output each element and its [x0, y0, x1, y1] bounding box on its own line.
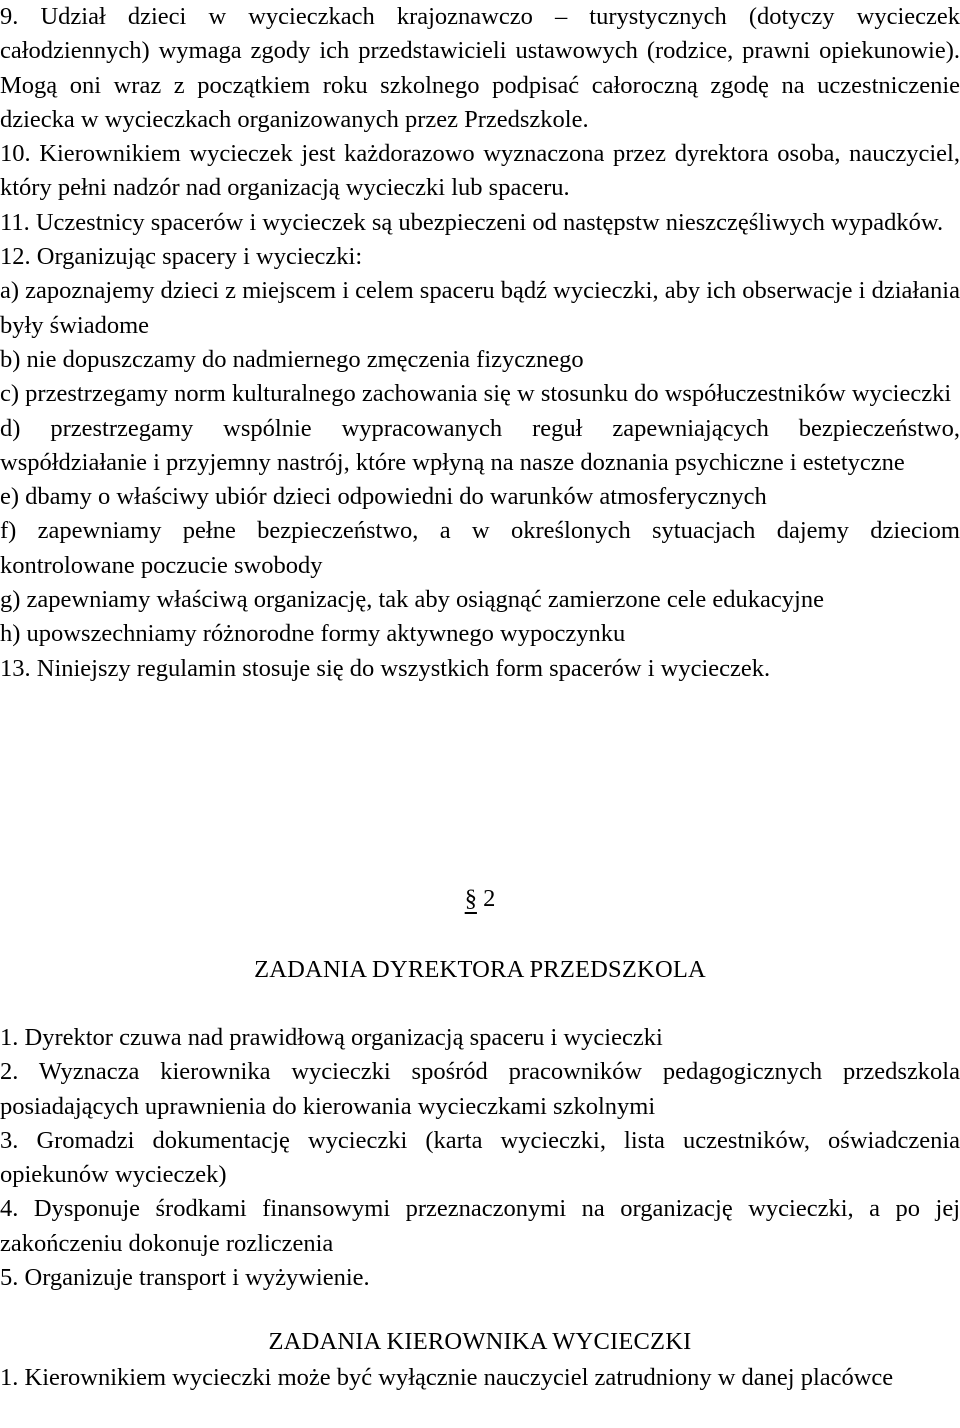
director-item-1: 1. Dyrektor czuwa nad prawidłową organizacją spaceru i wycieczki	[0, 1024, 663, 1051]
section-number: 2	[483, 885, 496, 912]
director-item-4: 4. Dysponuje środkami finansowymi przeznaczonymi na organizację wycieczki, a po jej zakończeniu dokonuje rozliczenia	[0, 1195, 960, 1257]
heading-leader: ZADANIA KIEROWNIKA WYCIECZKI	[268, 1328, 692, 1355]
clause-12-f: f) zapewniamy pełne bezpieczeństwo, a w określonych sytuacjach dajemy dzieciom kontrolowane poczucie swobody	[0, 517, 960, 579]
section-symbol: §	[464, 885, 477, 912]
clause-12-a: a) zapoznajemy dzieci z miejscem i celem spaceru bądź wycieczki, aby ich obserwacje i działania były świadome	[0, 277, 960, 339]
clause-12-b: b) nie dopuszczamy do nadmiernego zmęczenia fizycznego	[0, 345, 584, 373]
clause-9: 9. Udział dzieci w wycieczkach krajoznawczo – turystycznych (dotyczy wycieczek całodziennych) wymaga zgody ich przedstawicieli ustawowych (rodzice, prawni opiekunowie). Mogą oni wraz z początkiem roku szkolnego podpisać całoroczną zgodę na uczestniczenie dziecka w wycieczkach organizowanych przez Przedszkole.	[0, 3, 960, 133]
clause-12-e: e) dbamy o właściwy ubiór dzieci odpowiedni do warunków atmosferycznych	[0, 483, 767, 511]
director-item-3: 3. Gromadzi dokumentację wycieczki (karta wycieczki, lista uczestników, oświadczenia opiekunów wycieczek)	[0, 1126, 960, 1189]
director-section	[0, 953, 960, 987]
clauses-block	[0, 0, 960, 686]
clause-11: 11. Uczestnicy spacerów i wycieczek są ubezpieczeni od następstw nieszczęśliwych wypadków.	[0, 208, 944, 236]
clause-12-h: h) upowszechniamy różnorodne formy aktywnego wypoczynku	[0, 620, 626, 648]
clause-12-d: d) przestrzegamy wspólnie wypracowanych reguł zapewniających bezpieczeństwo, współdziałanie i przyjemny nastrój, które wpłyną na nasze doznania psychiczne i estetyczne	[0, 414, 960, 476]
heading-director: ZADANIA DYREKTORA PRZEDSZKOLA	[254, 956, 706, 983]
clause-12-g: g) zapewniamy właściwą organizację, tak aby osiągnąć zamierzone cele edukacyjne	[0, 586, 824, 614]
leader-item-1: 1. Kierownikiem wycieczki może być wyłącznie nauczyciel zatrudniony w danej placówce	[0, 1364, 894, 1391]
section-marker	[0, 882, 960, 916]
director-item-5: 5. Organizuje transport i wyżywienie.	[0, 1264, 370, 1292]
director-items	[0, 1021, 960, 1295]
director-item-2: 2. Wyznacza kierownika wycieczki spośród pracowników pedagogicznych przedszkola posiadających uprawnienia do kierowania wycieczkami szkolnymi	[0, 1058, 960, 1120]
clause-13: 13. Niniejszy regulamin stosuje się do wszystkich form spacerów i wycieczek.	[0, 654, 771, 682]
leader-items	[0, 1361, 960, 1395]
leader-section	[0, 1325, 960, 1359]
clause-12-c: c) przestrzegamy norm kulturalnego zachowania się w stosunku do współuczestników wycieczki	[0, 380, 952, 408]
clause-12: 12. Organizując spacery i wycieczki:	[0, 243, 363, 271]
clause-10: 10. Kierownikiem wycieczek jest każdorazowo wyznaczona przez dyrektora osoba, nauczyciel, który pełni nadzór nad organizacją wycieczki lub spaceru.	[0, 140, 960, 202]
